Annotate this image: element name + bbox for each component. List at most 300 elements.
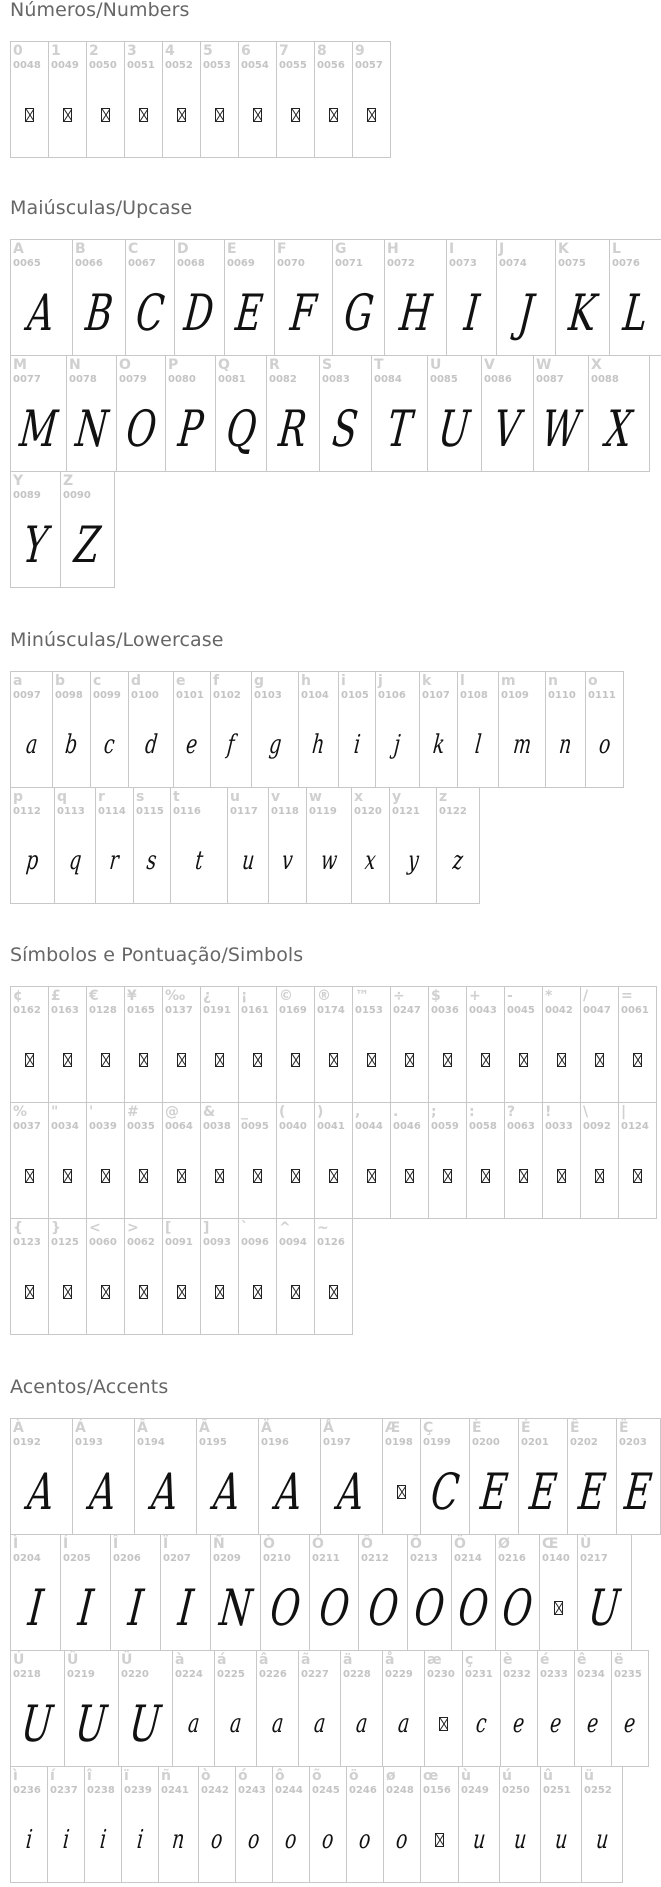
script-glyph: o — [394, 1824, 410, 1855]
glyph-cell — [504, 986, 543, 1103]
missing-glyph-icon — [139, 108, 148, 122]
char-label: ç — [465, 1652, 474, 1668]
missing-glyph-icon — [329, 1285, 338, 1299]
char-code: 0054 — [241, 60, 269, 71]
char-code: 0071 — [335, 258, 363, 269]
missing-glyph-icon — [63, 1285, 72, 1299]
char-code: 0075 — [558, 258, 586, 269]
glyph-cell — [210, 1534, 261, 1651]
glyph-cell — [48, 1102, 87, 1219]
glyph-preview — [500, 1797, 540, 1882]
char-label: © — [279, 988, 293, 1004]
glyph-preview — [11, 72, 48, 157]
glyph-cell — [128, 671, 174, 788]
glyph-preview — [437, 818, 479, 903]
script-glyph: a — [270, 1708, 285, 1739]
glyph-preview — [452, 1565, 495, 1650]
char-label: z — [439, 789, 448, 805]
glyph-cell — [238, 1102, 277, 1219]
glyph-preview — [163, 1017, 200, 1102]
missing-glyph-icon — [139, 1169, 148, 1183]
glyph-cell — [118, 1650, 173, 1767]
char-code: 0063 — [507, 1121, 535, 1132]
script-glyph: e — [585, 1708, 601, 1739]
glyph-cell — [121, 1766, 159, 1883]
glyph-preview — [277, 1133, 314, 1218]
char-label: Ó — [312, 1536, 324, 1552]
glyph-preview — [497, 270, 555, 355]
char-label: w — [309, 789, 322, 805]
script-glyph: A — [25, 1462, 58, 1521]
char-label: b — [55, 673, 66, 689]
section-title: Números/Numbers — [10, 0, 190, 21]
char-label: ü — [584, 1768, 594, 1784]
script-glyph: N — [216, 1578, 255, 1637]
section-title: Símbolos e Pontuação/Simbols — [10, 944, 304, 966]
char-label: Â — [137, 1420, 148, 1436]
glyph-preview — [11, 502, 60, 587]
char-code: 0194 — [137, 1437, 165, 1448]
char-code: 0235 — [614, 1669, 642, 1680]
glyph-preview — [315, 1249, 352, 1334]
char-label: ö — [349, 1768, 359, 1784]
char-label: F — [277, 241, 287, 257]
script-glyph: n — [170, 1824, 187, 1855]
char-label: s — [136, 789, 145, 805]
char-code: 0059 — [431, 1121, 459, 1132]
char-label: À — [13, 1420, 24, 1436]
glyph-preview — [310, 1797, 346, 1882]
char-code: 0207 — [163, 1553, 191, 1564]
char-code: 0217 — [580, 1553, 608, 1564]
glyph-preview — [87, 1133, 124, 1218]
script-glyph: E — [622, 1462, 655, 1521]
char-code: 0090 — [63, 490, 91, 501]
glyph-cell — [424, 1650, 463, 1767]
glyph-preview — [201, 72, 238, 157]
glyph-preview — [582, 1797, 622, 1882]
glyph-cell — [200, 986, 239, 1103]
char-code: 0241 — [161, 1785, 189, 1796]
char-label: I — [449, 241, 455, 257]
glyph-cell — [47, 1766, 85, 1883]
glyph-cell — [320, 1418, 383, 1535]
char-code: 0061 — [621, 1005, 649, 1016]
char-code: 0055 — [279, 60, 307, 71]
glyph-preview — [239, 1133, 276, 1218]
glyph-preview — [117, 386, 165, 471]
char-label: n — [548, 673, 558, 689]
glyph-cell — [72, 1418, 135, 1535]
char-label: < — [89, 1220, 101, 1236]
char-code: 0236 — [13, 1785, 41, 1796]
script-glyph: E — [575, 1462, 609, 1521]
glyph-cell — [609, 239, 661, 356]
glyph-row — [10, 671, 623, 787]
char-code: 0048 — [13, 60, 41, 71]
char-label: L — [612, 241, 621, 257]
char-code: 0114 — [98, 806, 126, 817]
glyph-cell — [72, 239, 126, 356]
glyph-preview — [383, 1449, 420, 1534]
char-label: . — [393, 1104, 399, 1120]
script-glyph: C — [133, 283, 167, 342]
char-label: î — [87, 1768, 92, 1784]
glyph-preview — [49, 72, 86, 157]
glyph-preview — [111, 1565, 160, 1650]
missing-glyph-icon — [481, 1053, 490, 1067]
char-label: Ü — [121, 1652, 133, 1668]
script-glyph: U — [436, 399, 473, 458]
missing-glyph-icon — [435, 1833, 444, 1847]
char-label: ÷ — [393, 988, 405, 1004]
char-code: 0242 — [201, 1785, 229, 1796]
char-label: q — [57, 789, 68, 805]
char-code: 0192 — [13, 1437, 41, 1448]
char-code: 0214 — [454, 1553, 482, 1564]
char-code: 0111 — [588, 690, 616, 701]
glyph-preview — [385, 270, 446, 355]
char-label: u — [230, 789, 240, 805]
glyph-cell — [276, 1218, 315, 1335]
glyph-cell — [499, 1766, 541, 1883]
glyph-preview — [505, 1133, 542, 1218]
char-label: ê — [577, 1652, 587, 1668]
glyph-preview — [225, 270, 274, 355]
char-label: È — [472, 1420, 482, 1436]
char-code: 0250 — [502, 1785, 530, 1796]
glyph-row — [10, 1418, 660, 1534]
char-label: ® — [317, 988, 331, 1004]
char-code: 0124 — [621, 1121, 649, 1132]
char-code: 0100 — [131, 690, 159, 701]
glyph-cell — [235, 1766, 273, 1883]
glyph-preview — [201, 1017, 238, 1102]
glyph-cell — [274, 239, 333, 356]
char-label: W — [536, 357, 552, 373]
char-label: ä — [343, 1652, 353, 1668]
missing-glyph-icon — [253, 108, 262, 122]
char-code: 0200 — [472, 1437, 500, 1448]
missing-glyph-icon — [253, 1285, 262, 1299]
glyph-preview — [49, 1249, 86, 1334]
script-glyph: q — [67, 845, 83, 876]
script-glyph: u — [240, 845, 256, 876]
glyph-cell — [110, 1534, 161, 1651]
missing-glyph-icon — [101, 1169, 110, 1183]
char-code: 0060 — [89, 1237, 117, 1248]
missing-glyph-icon — [101, 1285, 110, 1299]
glyph-cell — [133, 787, 171, 904]
glyph-preview — [273, 1797, 309, 1882]
glyph-preview — [589, 386, 649, 471]
script-glyph: o — [283, 1824, 299, 1855]
glyph-cell — [162, 1102, 201, 1219]
script-glyph: M — [17, 399, 60, 458]
char-label: ] — [203, 1220, 210, 1236]
glyph-cell — [238, 986, 277, 1103]
char-label: 2 — [89, 43, 99, 59]
script-glyph: T — [384, 399, 415, 458]
char-label: Ä — [261, 1420, 272, 1436]
glyph-preview — [163, 72, 200, 157]
missing-glyph-icon — [139, 1285, 148, 1299]
glyph-preview — [201, 1133, 238, 1218]
char-code: 0093 — [203, 1237, 231, 1248]
char-code: 0038 — [203, 1121, 231, 1132]
char-code: 0117 — [230, 806, 258, 817]
glyph-preview — [211, 702, 251, 787]
glyph-preview — [65, 1681, 118, 1766]
script-glyph: v — [280, 845, 295, 876]
glyph-preview — [339, 702, 375, 787]
char-label: ë — [614, 1652, 624, 1668]
char-code: 0125 — [51, 1237, 79, 1248]
char-code: 0115 — [136, 806, 164, 817]
char-code: 0122 — [439, 806, 467, 817]
missing-glyph-icon — [595, 1053, 604, 1067]
missing-glyph-icon — [329, 108, 338, 122]
glyph-preview — [11, 1133, 48, 1218]
script-glyph: e — [184, 729, 200, 760]
char-label: ¢ — [13, 988, 23, 1004]
glyph-cell — [580, 1102, 619, 1219]
glyph-cell — [86, 1102, 125, 1219]
char-code: 0050 — [89, 60, 117, 71]
glyph-row — [10, 1102, 656, 1218]
missing-glyph-icon — [25, 1053, 34, 1067]
glyph-cell — [10, 1650, 65, 1767]
glyph-cell — [158, 1766, 199, 1883]
char-code: 0211 — [312, 1553, 340, 1564]
char-label: 0 — [13, 43, 23, 59]
glyph-cell — [420, 1418, 470, 1535]
glyph-preview — [320, 386, 371, 471]
char-label: ~ — [317, 1220, 329, 1236]
glyph-preview — [91, 702, 128, 787]
script-glyph: O — [365, 1578, 401, 1637]
glyph-preview — [425, 1681, 462, 1766]
char-label: ¥ — [127, 988, 137, 1004]
section-title: Maiúsculas/Upcase — [10, 197, 193, 219]
char-label: Ï — [163, 1536, 169, 1552]
glyph-preview — [85, 1797, 121, 1882]
char-label: c — [93, 673, 102, 689]
glyph-preview — [129, 702, 173, 787]
char-code: 0052 — [165, 60, 193, 71]
char-label: H — [387, 241, 399, 257]
script-glyph: r — [108, 845, 121, 876]
glyph-preview — [333, 270, 384, 355]
glyph-cell — [428, 986, 467, 1103]
script-glyph: A — [211, 1462, 244, 1521]
char-code: 0070 — [277, 258, 305, 269]
script-glyph: i — [352, 729, 362, 760]
glyph-preview — [67, 386, 116, 471]
char-label: v — [271, 789, 281, 805]
script-glyph: L — [620, 283, 651, 342]
char-code: 0226 — [259, 1669, 287, 1680]
script-glyph: h — [310, 729, 327, 760]
script-glyph: I — [75, 1578, 96, 1637]
char-label: [ — [165, 1220, 172, 1236]
glyph-cell — [10, 1102, 49, 1219]
script-glyph: i — [24, 1824, 34, 1855]
glyph-preview — [163, 1249, 200, 1334]
glyph-cell — [319, 355, 372, 472]
script-glyph: S — [330, 399, 361, 458]
glyph-cell — [124, 1218, 163, 1335]
glyph-cell — [581, 1766, 623, 1883]
glyph-preview — [612, 1681, 648, 1766]
glyph-preview — [482, 386, 533, 471]
glyph-cell — [428, 1102, 467, 1219]
glyph-preview — [228, 818, 268, 903]
script-glyph: A — [273, 1462, 306, 1521]
glyph-preview — [11, 818, 54, 903]
char-code: 0251 — [543, 1785, 571, 1796]
script-glyph: p — [24, 845, 41, 876]
char-label: @ — [165, 1104, 179, 1120]
char-label: ô — [275, 1768, 285, 1784]
glyph-cell — [420, 1766, 459, 1883]
glyph-cell — [134, 1418, 197, 1535]
char-code: 0105 — [341, 690, 369, 701]
glyph-cell — [95, 787, 134, 904]
char-code: 0047 — [583, 1005, 611, 1016]
char-code: 0076 — [612, 258, 640, 269]
glyph-cell — [580, 986, 619, 1103]
glyph-row — [10, 1766, 622, 1882]
glyph-preview — [269, 818, 306, 903]
script-glyph: A — [25, 283, 58, 342]
char-label: M — [13, 357, 27, 373]
glyph-cell — [533, 355, 589, 472]
glyph-preview — [49, 1017, 86, 1102]
glyph-cell — [462, 1650, 501, 1767]
missing-glyph-icon — [554, 1601, 563, 1615]
script-glyph: U — [586, 1578, 623, 1637]
glyph-cell — [124, 986, 163, 1103]
glyph-cell — [238, 1218, 277, 1335]
char-code: 0085 — [430, 374, 458, 385]
char-code: 0108 — [460, 690, 488, 701]
char-label: ¿ — [203, 988, 212, 1004]
script-glyph: C — [428, 1462, 462, 1521]
glyph-cell — [306, 787, 352, 904]
glyph-cell — [351, 787, 390, 904]
char-label: è — [503, 1652, 513, 1668]
script-glyph: P — [175, 399, 206, 458]
char-label: Ô — [361, 1536, 373, 1552]
char-label: # — [127, 1104, 139, 1120]
glyph-preview — [197, 1449, 258, 1534]
script-glyph: O — [316, 1578, 352, 1637]
char-code: 0081 — [218, 374, 246, 385]
glyph-preview — [277, 1249, 314, 1334]
glyph-cell — [352, 41, 391, 158]
script-glyph: I — [175, 1578, 196, 1637]
char-label: j — [378, 673, 383, 689]
missing-glyph-icon — [633, 1169, 642, 1183]
char-label: C — [128, 241, 139, 257]
glyph-cell — [10, 787, 55, 904]
glyph-cell — [555, 239, 610, 356]
char-label: ? — [507, 1104, 516, 1120]
script-glyph: a — [24, 729, 39, 760]
glyph-preview — [277, 1017, 314, 1102]
glyph-cell — [124, 1102, 163, 1219]
glyph-preview — [458, 702, 498, 787]
glyph-cell — [346, 1766, 384, 1883]
char-code: 0203 — [619, 1437, 647, 1448]
glyph-cell — [466, 986, 505, 1103]
char-code: 0231 — [465, 1669, 493, 1680]
glyph-preview — [307, 818, 351, 903]
glyph-cell — [518, 1418, 568, 1535]
char-label: i — [341, 673, 346, 689]
char-code: 0118 — [271, 806, 299, 817]
char-code: 0037 — [13, 1121, 41, 1132]
glyph-preview — [239, 1249, 276, 1334]
script-glyph: a — [228, 1708, 243, 1739]
char-label: Ç — [423, 1420, 434, 1436]
missing-glyph-icon — [291, 1169, 300, 1183]
glyph-cell — [52, 671, 91, 788]
glyph-preview — [122, 1797, 158, 1882]
char-label: Ò — [263, 1536, 275, 1552]
char-code: 0248 — [386, 1785, 414, 1796]
script-glyph: u — [553, 1824, 569, 1855]
missing-glyph-icon — [215, 1285, 224, 1299]
char-label: l — [460, 673, 465, 689]
glyph-cell — [458, 1766, 500, 1883]
glyph-preview — [211, 1565, 260, 1650]
char-code: 0201 — [521, 1437, 549, 1448]
char-label: æ — [427, 1652, 442, 1668]
glyph-cell — [542, 986, 581, 1103]
glyph-cell — [258, 1418, 321, 1535]
char-label: ì — [13, 1768, 18, 1784]
char-code: 0066 — [75, 258, 103, 269]
glyph-cell — [48, 41, 87, 158]
char-code: 0041 — [317, 1121, 345, 1132]
char-label: & — [203, 1104, 216, 1120]
glyph-preview — [61, 502, 114, 587]
missing-glyph-icon — [215, 1169, 224, 1183]
char-code: 0099 — [93, 690, 121, 701]
glyph-preview — [568, 1449, 616, 1534]
glyph-cell — [215, 355, 267, 472]
missing-glyph-icon — [101, 108, 110, 122]
char-label: ` — [241, 1220, 248, 1236]
char-label: : — [469, 1104, 475, 1120]
char-label: ù — [461, 1768, 471, 1784]
glyph-preview — [55, 818, 95, 903]
glyph-cell — [160, 1534, 211, 1651]
glyph-cell — [382, 1418, 421, 1535]
glyph-preview — [341, 1681, 382, 1766]
glyph-preview — [447, 270, 496, 355]
glyph-preview — [359, 1565, 407, 1650]
glyph-cell — [251, 671, 299, 788]
char-label: ú — [502, 1768, 512, 1784]
glyph-preview — [125, 1249, 162, 1334]
glyph-cell — [611, 1650, 649, 1767]
char-label: } — [51, 1220, 61, 1236]
char-label: ø — [386, 1768, 396, 1784]
glyph-preview — [53, 702, 90, 787]
